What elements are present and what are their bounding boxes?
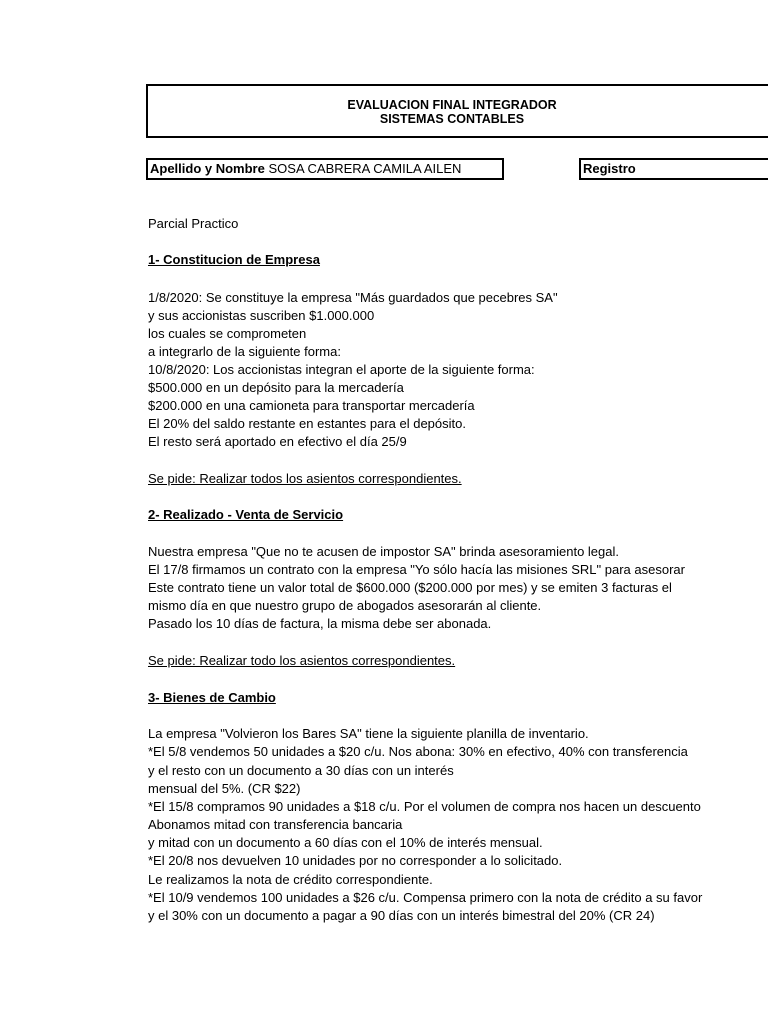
section-2-line: Pasado los 10 días de factura, la misma debe ser abonada. (148, 616, 492, 631)
registro-field (579, 158, 768, 180)
section-1-line: 10/8/2020: Los accionistas integran el aporte de la siguiente forma: (148, 362, 535, 377)
section-1-line: a integrarlo de la siguiente forma: (148, 344, 341, 359)
section-3-line: *El 20/8 nos devuelven 10 unidades por no corresponder a lo solicitado. (148, 853, 563, 868)
section-2-line: El 17/8 firmamos un contrato con la empresa "Yo sólo hacía las misiones SRL" para asesorar (148, 562, 685, 577)
section-3-line: *El 5/8 vendemos 50 unidades a $20 c/u. Nos abona: 30% en efectivo, 40% con transferencia (148, 744, 688, 759)
section-3-line: La empresa "Volvieron los Bares SA" tiene la siguiente planilla de inventario. (148, 726, 589, 741)
section-3-line: y el resto con un documento a 30 días con un interés (148, 763, 454, 778)
section-1-heading: 1- Constitucion de Empresa (148, 252, 320, 267)
title-box (146, 84, 768, 138)
name-label: Apellido y Nombre (150, 161, 265, 176)
section-2-task: Se pide: Realizar todo los asientos correspondientes. (148, 653, 456, 668)
section-3-line: y el 30% con un documento a pagar a 90 días con un interés bimestral del 20% (CR 24) (148, 908, 655, 923)
registro-label: Registro (583, 161, 636, 176)
section-1-line: 1/8/2020: Se constituye la empresa "Más guardados que pecebres SA" (148, 290, 558, 305)
section-3-line: *El 15/8 compramos 90 unidades a $18 c/u. Por el volumen de compra nos hacen un descuento (148, 799, 701, 814)
parcial-title: Parcial Practico (148, 216, 239, 231)
section-3-line: mensual del 5%. (CR $22) (148, 781, 301, 796)
section-1-task: Se pide: Realizar todos los asientos correspondientes. (148, 471, 462, 486)
section-1-line: $200.000 en una camioneta para transportar mercadería (148, 398, 475, 413)
section-2-heading: 2- Realizado - Venta de Servicio (148, 507, 344, 522)
title-line-2: SISTEMAS CONTABLES (379, 112, 525, 126)
section-1-line: y sus accionistas suscriben $1.000.000 (148, 308, 375, 323)
section-1-line: $500.000 en un depósito para la mercadería (148, 380, 404, 395)
section-2-line: mismo día en que nuestro grupo de abogados asesorarán al cliente. (148, 598, 542, 613)
section-2-line: Nuestra empresa "Que no te acusen de impostor SA" brinda asesoramiento legal. (148, 544, 619, 559)
section-3-line: *El 10/9 vendemos 100 unidades a $26 c/u. Compensa primero con la nota de crédito a su favor (148, 890, 703, 905)
section-2-line: Este contrato tiene un valor total de $600.000 ($200.000 por mes) y se emiten 3 facturas el (148, 580, 672, 595)
section-3-line: y mitad con un documento a 60 días con el 10% de interés mensual. (148, 835, 543, 850)
name-value: SOSA CABRERA CAMILA AILEN (268, 161, 462, 176)
section-3-line: Abonamos mitad con transferencia bancaria (148, 817, 403, 832)
section-1-line: los cuales se comprometen (148, 326, 307, 341)
section-1-line: El resto será aportado en efectivo el día 25/9 (148, 434, 407, 449)
title-line-1: EVALUACION FINAL INTEGRADOR (347, 98, 557, 112)
section-3-line: Le realizamos la nota de crédito correspondiente. (148, 872, 433, 887)
section-3-heading: 3- Bienes de Cambio (148, 690, 276, 705)
name-field (146, 158, 504, 180)
section-1-line: El 20% del saldo restante en estantes para el depósito. (148, 416, 466, 431)
